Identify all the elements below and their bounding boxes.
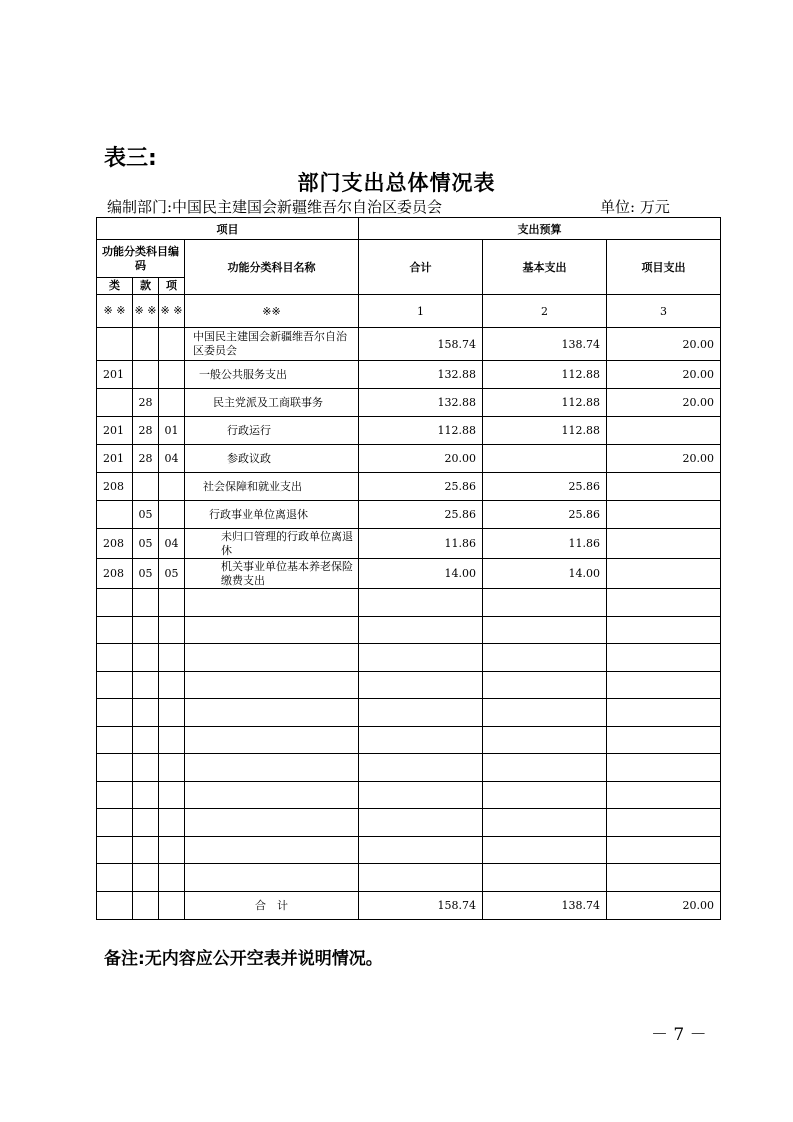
header-name: 功能分类科目名称 — [185, 240, 359, 295]
cell-kuan — [133, 361, 159, 389]
cell-name: 行政运行 — [185, 417, 359, 445]
empty-cell — [359, 726, 483, 754]
cell-class: 208 — [97, 559, 133, 589]
header-item: 项目 — [97, 218, 359, 240]
empty-cell — [607, 864, 721, 892]
cell-name: 社会保障和就业支出 — [185, 473, 359, 501]
cell-total: 112.88 — [359, 417, 483, 445]
empty-cell — [133, 671, 159, 699]
empty-cell — [97, 754, 133, 782]
cell-name: 行政事业单位离退休 — [185, 501, 359, 529]
empty-row — [97, 754, 721, 782]
empty-cell — [185, 671, 359, 699]
empty-cell — [133, 699, 159, 727]
header-code: 功能分类科目编码 — [97, 240, 185, 278]
cell-xiang — [159, 473, 185, 501]
cell-basic — [483, 445, 607, 473]
cell-name: 参政议政 — [185, 445, 359, 473]
empty-cell — [359, 699, 483, 727]
empty-cell — [159, 781, 185, 809]
marker-xiang: ※ ※ — [159, 295, 185, 328]
cell-total: 25.86 — [359, 473, 483, 501]
empty-cell — [607, 781, 721, 809]
empty-cell — [133, 754, 159, 782]
total-project: 20.00 — [607, 891, 721, 919]
cell-class — [97, 501, 133, 529]
empty-cell — [133, 616, 159, 644]
cell-total: 132.88 — [359, 361, 483, 389]
header-basic: 基本支出 — [483, 240, 607, 295]
cell-kuan: 05 — [133, 529, 159, 559]
cell-kuan: 05 — [133, 559, 159, 589]
empty-cell — [97, 836, 133, 864]
empty-cell — [185, 589, 359, 617]
table-label: 表三: — [104, 146, 157, 171]
empty-cell — [133, 836, 159, 864]
table-row — [97, 328, 721, 361]
empty-row — [97, 726, 721, 754]
cell-name: 中国民主建国会新疆维吾尔自治区委员会 — [185, 328, 359, 361]
cell-xiang: 04 — [159, 529, 185, 559]
cell-total: 132.88 — [359, 389, 483, 417]
empty-cell — [359, 864, 483, 892]
table-row — [97, 559, 721, 589]
cell-name: 一般公共服务支出 — [185, 361, 359, 389]
empty-cell — [483, 864, 607, 892]
cell-class — [97, 328, 133, 361]
empty-cell — [159, 699, 185, 727]
table-row — [97, 445, 721, 473]
empty-cell — [159, 891, 185, 919]
marker-name: ※※ — [185, 295, 359, 328]
empty-cell — [359, 616, 483, 644]
header-total: 合计 — [359, 240, 483, 295]
empty-cell — [359, 836, 483, 864]
empty-cell — [159, 754, 185, 782]
marker-kuan: ※ ※ — [133, 295, 159, 328]
cell-xiang — [159, 389, 185, 417]
empty-row — [97, 864, 721, 892]
cell-total: 20.00 — [359, 445, 483, 473]
cell-xiang — [159, 328, 185, 361]
department-text: 编制部门:中国民主建国会新疆维吾尔自治区委员会 — [107, 198, 443, 216]
empty-cell — [607, 644, 721, 672]
empty-cell — [483, 644, 607, 672]
remark-note: 备注:无内容应公开空表并说明情况。 — [104, 949, 383, 969]
cell-kuan — [133, 328, 159, 361]
page-title: 部门支出总体情况表 — [297, 171, 496, 195]
empty-cell — [133, 809, 159, 837]
empty-row — [97, 671, 721, 699]
empty-cell — [97, 699, 133, 727]
empty-cell — [133, 781, 159, 809]
empty-cell — [483, 781, 607, 809]
empty-cell — [607, 699, 721, 727]
cell-project — [607, 417, 721, 445]
total-label: 合 计 — [185, 891, 359, 919]
cell-class: 208 — [97, 473, 133, 501]
cell-basic: 112.88 — [483, 389, 607, 417]
total-sum: 158.74 — [359, 891, 483, 919]
cell-name: 民主党派及工商联事务 — [185, 389, 359, 417]
marker-basic: 2 — [483, 295, 607, 328]
empty-cell — [159, 616, 185, 644]
empty-cell — [97, 864, 133, 892]
empty-cell — [159, 726, 185, 754]
empty-cell — [185, 864, 359, 892]
empty-cell — [97, 671, 133, 699]
cell-project — [607, 473, 721, 501]
empty-cell — [483, 754, 607, 782]
marker-project: 3 — [607, 295, 721, 328]
cell-project: 20.00 — [607, 361, 721, 389]
empty-cell — [483, 699, 607, 727]
empty-cell — [607, 726, 721, 754]
cell-basic: 14.00 — [483, 559, 607, 589]
empty-row — [97, 836, 721, 864]
empty-cell — [607, 754, 721, 782]
cell-xiang: 04 — [159, 445, 185, 473]
empty-cell — [97, 891, 133, 919]
empty-cell — [483, 671, 607, 699]
cell-kuan — [133, 473, 159, 501]
marker-total: 1 — [359, 295, 483, 328]
cell-xiang: 05 — [159, 559, 185, 589]
cell-project: 20.00 — [607, 389, 721, 417]
empty-row — [97, 781, 721, 809]
empty-cell — [159, 809, 185, 837]
cell-class — [97, 389, 133, 417]
cell-kuan: 28 — [133, 445, 159, 473]
header-budget: 支出预算 — [359, 218, 721, 240]
cell-kuan: 28 — [133, 389, 159, 417]
cell-project — [607, 501, 721, 529]
empty-cell — [185, 836, 359, 864]
total-basic: 138.74 — [483, 891, 607, 919]
marker-class: ※ ※ — [97, 295, 133, 328]
empty-cell — [97, 644, 133, 672]
cell-project: 20.00 — [607, 328, 721, 361]
empty-cell — [483, 589, 607, 617]
marker-row — [97, 295, 721, 328]
cell-basic: 112.88 — [483, 417, 607, 445]
empty-cell — [159, 644, 185, 672]
empty-cell — [607, 809, 721, 837]
empty-row — [97, 644, 721, 672]
cell-basic: 25.86 — [483, 501, 607, 529]
empty-cell — [185, 809, 359, 837]
cell-xiang — [159, 361, 185, 389]
empty-cell — [133, 891, 159, 919]
header-kuan: 款 — [133, 278, 159, 295]
empty-cell — [133, 589, 159, 617]
cell-basic: 11.86 — [483, 529, 607, 559]
empty-cell — [359, 589, 483, 617]
empty-cell — [159, 589, 185, 617]
empty-cell — [607, 671, 721, 699]
empty-cell — [359, 809, 483, 837]
cell-name: 机关事业单位基本养老保险缴费支出 — [185, 559, 359, 589]
header-class: 类 — [97, 278, 133, 295]
cell-kuan: 28 — [133, 417, 159, 445]
empty-cell — [97, 726, 133, 754]
total-row — [97, 891, 721, 919]
cell-project — [607, 559, 721, 589]
table-row — [97, 361, 721, 389]
cell-class: 208 — [97, 529, 133, 559]
cell-kuan: 05 — [133, 501, 159, 529]
empty-cell — [483, 726, 607, 754]
cell-xiang — [159, 501, 185, 529]
table-row — [97, 389, 721, 417]
empty-cell — [133, 644, 159, 672]
header-project: 项目支出 — [607, 240, 721, 295]
empty-cell — [359, 671, 483, 699]
table-row — [97, 417, 721, 445]
header-xiang: 项 — [159, 278, 185, 295]
table-row — [97, 501, 721, 529]
page-number: － 7 － — [651, 1025, 707, 1045]
empty-cell — [483, 836, 607, 864]
cell-project — [607, 529, 721, 559]
table-row — [97, 473, 721, 501]
empty-cell — [359, 644, 483, 672]
empty-row — [97, 616, 721, 644]
empty-cell — [97, 616, 133, 644]
empty-cell — [185, 616, 359, 644]
cell-name: 未归口管理的行政单位离退休 — [185, 529, 359, 559]
empty-cell — [185, 726, 359, 754]
empty-cell — [607, 616, 721, 644]
cell-total: 11.86 — [359, 529, 483, 559]
unit-text: 单位: 万元 — [600, 198, 670, 216]
empty-cell — [159, 864, 185, 892]
empty-cell — [185, 781, 359, 809]
empty-cell — [185, 754, 359, 782]
empty-row — [97, 699, 721, 727]
empty-cell — [185, 699, 359, 727]
empty-cell — [133, 726, 159, 754]
cell-class: 201 — [97, 417, 133, 445]
empty-cell — [133, 864, 159, 892]
expenditure-table — [96, 217, 721, 920]
empty-cell — [483, 809, 607, 837]
cell-total: 158.74 — [359, 328, 483, 361]
empty-row — [97, 809, 721, 837]
cell-total: 25.86 — [359, 501, 483, 529]
empty-cell — [483, 616, 607, 644]
empty-cell — [97, 809, 133, 837]
empty-row — [97, 589, 721, 617]
table-row — [97, 529, 721, 559]
cell-xiang: 01 — [159, 417, 185, 445]
cell-basic: 25.86 — [483, 473, 607, 501]
empty-cell — [97, 781, 133, 809]
cell-class: 201 — [97, 445, 133, 473]
empty-cell — [159, 836, 185, 864]
cell-class: 201 — [97, 361, 133, 389]
empty-cell — [359, 754, 483, 782]
cell-total: 14.00 — [359, 559, 483, 589]
empty-cell — [607, 589, 721, 617]
cell-basic: 112.88 — [483, 361, 607, 389]
cell-project: 20.00 — [607, 445, 721, 473]
empty-cell — [359, 781, 483, 809]
empty-cell — [185, 644, 359, 672]
empty-cell — [159, 671, 185, 699]
empty-cell — [97, 589, 133, 617]
empty-cell — [607, 836, 721, 864]
cell-basic: 138.74 — [483, 328, 607, 361]
